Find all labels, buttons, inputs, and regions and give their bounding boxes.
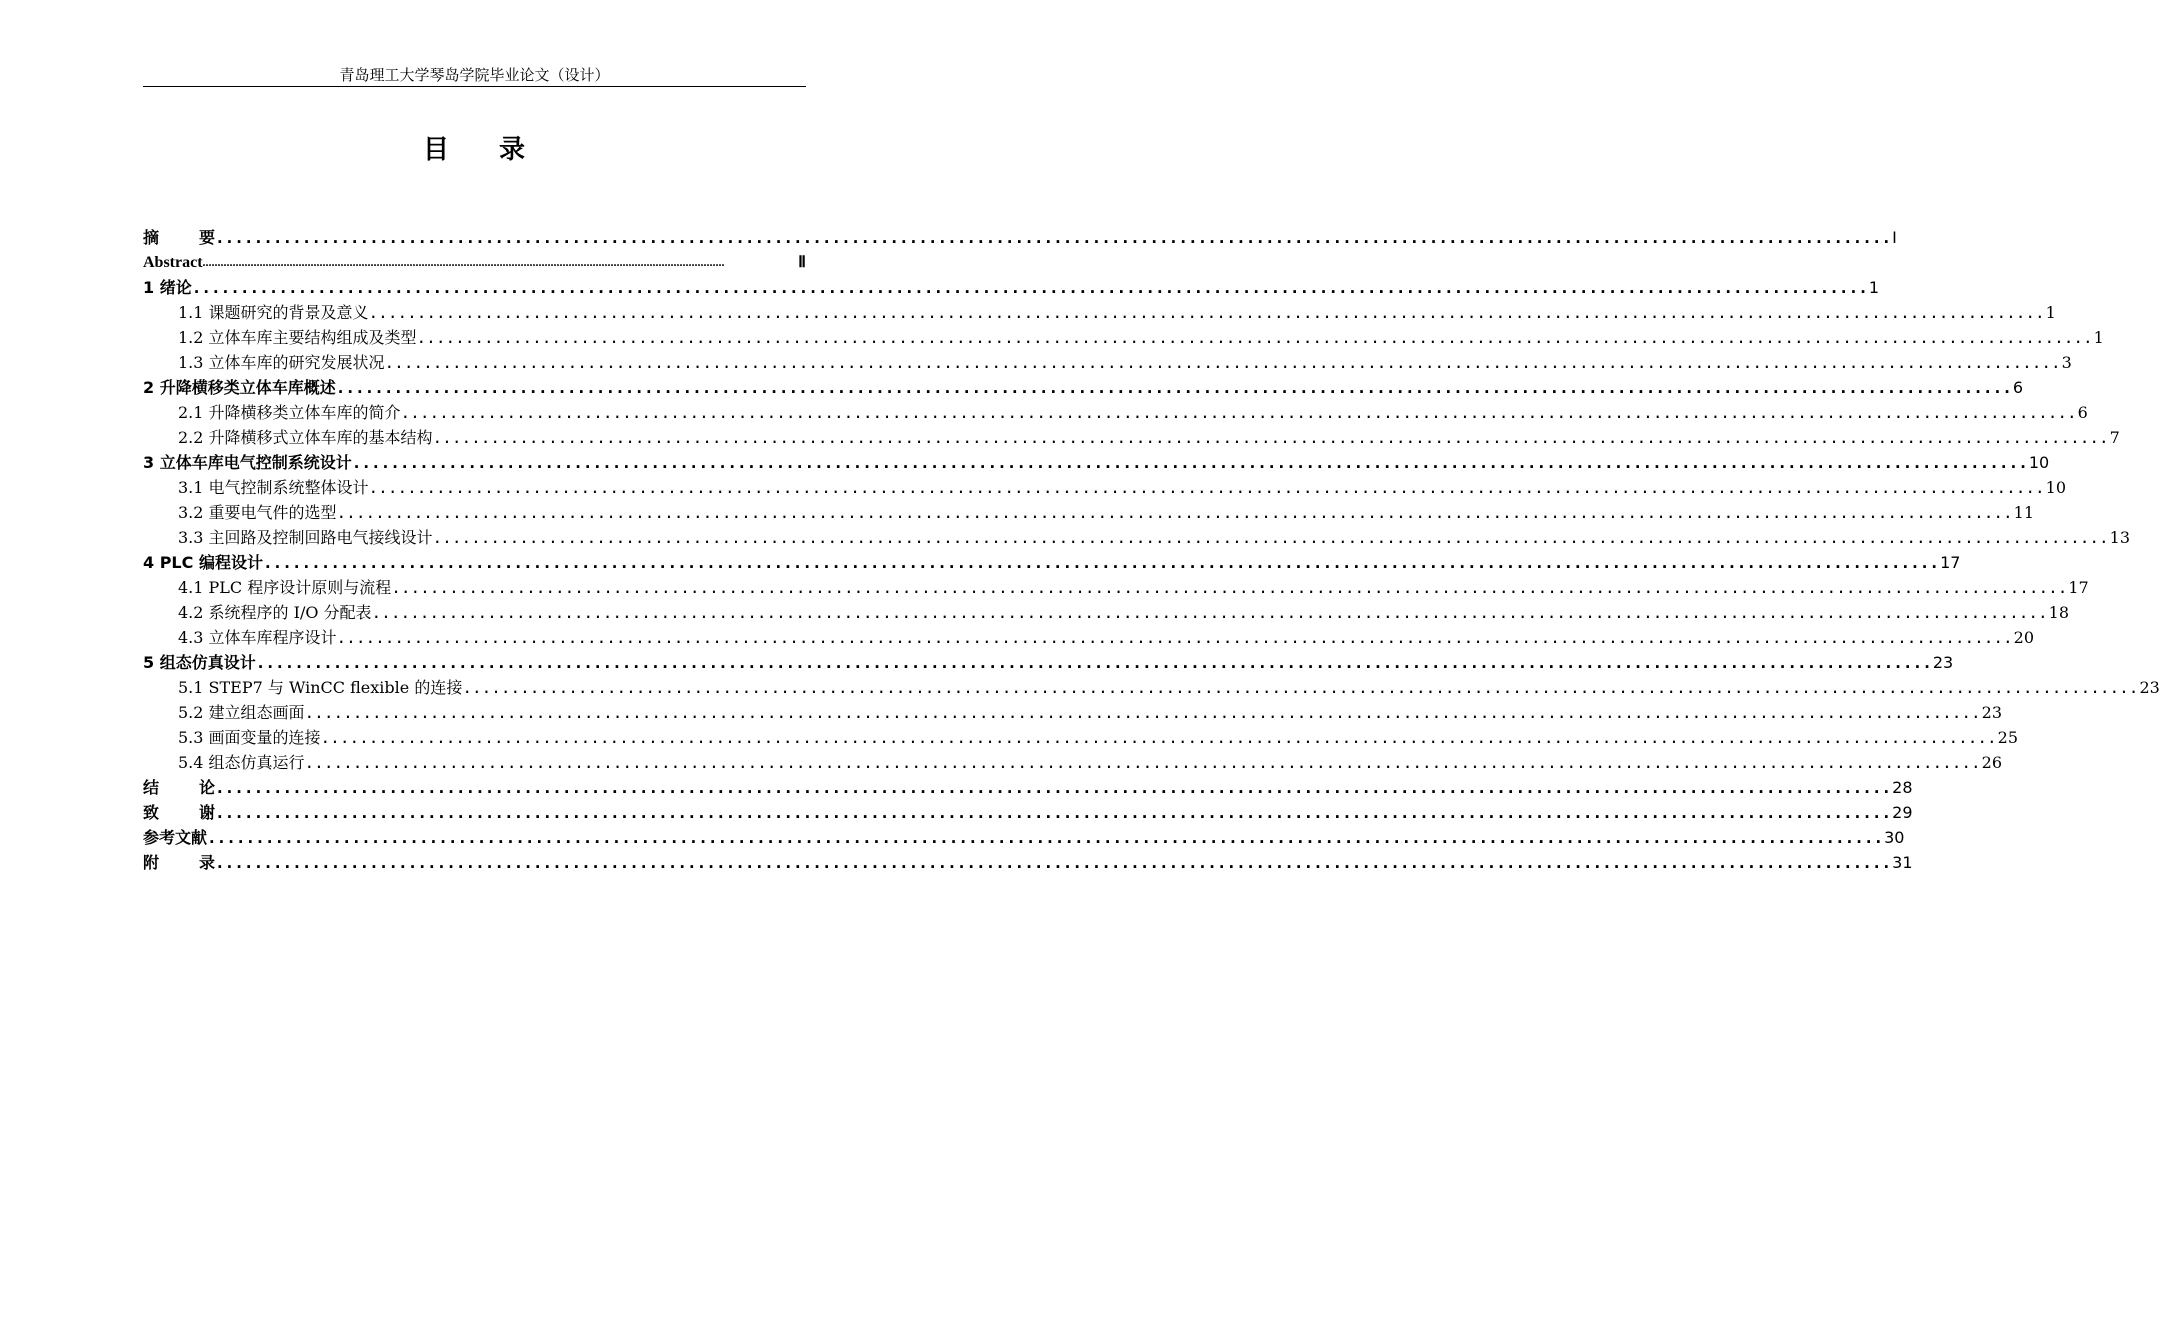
toc-entry-label: 3.2 重要电气件的选型 — [178, 503, 337, 522]
toc-entry[interactable] — [143, 225, 1897, 250]
toc-entry[interactable] — [143, 325, 2104, 350]
toc-entry-label: 1.3 立体车库的研究发展状况 — [178, 353, 385, 372]
toc-dot-leader: .............................................................................................................................................................................. — [262, 553, 1940, 572]
toc-dot-leader: .............................................................................................................................................................................. — [202, 255, 725, 269]
toc-entry[interactable] — [143, 850, 1913, 875]
toc-label-char: 致 — [143, 803, 160, 822]
toc-entry-label: 3.3 主回路及控制回路电气接线设计 — [178, 528, 433, 547]
toc-label-char: 录 — [199, 853, 216, 872]
toc-page-number: 18 — [2048, 603, 2070, 622]
toc-dot-leader: .............................................................................................................................................................................. — [191, 278, 1868, 297]
toc-entry[interactable] — [143, 750, 2003, 775]
toc-dot-leader: .............................................................................................................................................................................. — [351, 453, 2028, 472]
toc-page-number: 1 — [2045, 303, 2056, 322]
toc-dot-leader: .............................................................................................................................................................................. — [371, 603, 2048, 622]
toc-entry[interactable] — [143, 425, 2120, 450]
toc-page-number: 20 — [2013, 628, 2035, 647]
toc-label-char: 论 — [199, 778, 216, 797]
toc-page-number: 17 — [2068, 578, 2089, 597]
toc-page-number: 6 — [2012, 378, 2024, 397]
toc-entry-label: Abstract — [143, 254, 203, 271]
toc-page-number: 26 — [1981, 753, 2003, 772]
toc-label-char: 摘 — [143, 228, 160, 247]
toc-entry-label: 5.3 画面变量的连接 — [178, 728, 321, 747]
toc-page-number: 23 — [1932, 653, 1954, 672]
toc-dot-leader: .............................................................................................................................................................................. — [336, 628, 2013, 647]
toc-entry-label: 2.1 升降横移类立体车库的简介 — [178, 403, 401, 422]
toc-entry[interactable] — [143, 575, 2089, 600]
toc-dot-leader: .............................................................................................................................................................................. — [368, 478, 2045, 497]
toc-entry[interactable] — [143, 350, 2072, 375]
toc-entry[interactable] — [143, 300, 2056, 325]
toc-dot-leader: .............................................................................................................................................................................. — [255, 653, 1932, 672]
toc-dot-leader: .............................................................................................................................................................................. — [416, 328, 2093, 347]
toc-page-number: 10 — [2028, 453, 2050, 472]
toc-entry[interactable] — [143, 475, 2067, 500]
toc-dot-leader: .............................................................................................................................................................................. — [335, 378, 2012, 397]
toc-entry-label — [143, 800, 215, 825]
toc-page-number: 13 — [2109, 528, 2131, 547]
title-char-1: 目 — [422, 135, 451, 165]
toc-page-number: 3 — [2061, 353, 2072, 372]
toc-entry[interactable] — [143, 250, 806, 275]
toc-dot-leader: .............................................................................................................................................................................. — [215, 778, 1892, 797]
toc-entry-label: 参考文献 — [143, 828, 208, 847]
toc-page-number: Ⅱ — [798, 254, 806, 271]
toc-entry[interactable] — [143, 625, 2035, 650]
toc-dot-leader: .............................................................................................................................................................................. — [432, 528, 2109, 547]
toc-page-number: 1 — [2093, 328, 2104, 347]
toc-dot-leader: .............................................................................................................................................................................. — [400, 403, 2077, 422]
toc-dot-leader: .............................................................................................................................................................................. — [320, 728, 1997, 747]
toc-entry-label — [143, 225, 215, 250]
page-header: 青岛理工大学琴岛学院毕业论文（设计） — [339, 66, 610, 84]
toc-entry[interactable] — [143, 400, 2088, 425]
toc-dot-leader: .............................................................................................................................................................................. — [336, 503, 2013, 522]
toc-entry[interactable] — [143, 825, 1905, 850]
toc-page-number: 6 — [2077, 403, 2088, 422]
toc-page-number: 17 — [1940, 553, 1961, 572]
toc-dot-leader: .............................................................................................................................................................................. — [215, 228, 1892, 247]
toc-entry[interactable] — [143, 500, 2035, 525]
toc-entry[interactable] — [143, 275, 1880, 300]
toc-entry-label: 1.1 课题研究的背景及意义 — [178, 303, 369, 322]
toc-entry[interactable] — [143, 525, 2131, 550]
toc-dot-leader: .............................................................................................................................................................................. — [304, 753, 1981, 772]
toc-entry-label — [143, 850, 215, 875]
toc-page-number: 30 — [1884, 828, 1905, 847]
table-of-contents — [143, 225, 2160, 875]
toc-entry[interactable] — [143, 600, 2070, 625]
toc-entry[interactable] — [143, 700, 2003, 725]
toc-dot-leader: .............................................................................................................................................................................. — [432, 428, 2109, 447]
toc-label-char: 结 — [143, 778, 160, 797]
toc-entry-label: 4.2 系统程序的 I/O 分配表 — [178, 603, 372, 622]
toc-page-number: 1 — [1868, 278, 1880, 297]
toc-entry-label: 2.2 升降横移式立体车库的基本结构 — [178, 428, 433, 447]
toc-entry[interactable] — [143, 725, 2019, 750]
toc-entry[interactable] — [143, 775, 1913, 800]
toc-entry[interactable] — [143, 800, 1913, 825]
toc-dot-leader: .............................................................................................................................................................................. — [215, 853, 1892, 872]
toc-entry-label — [143, 775, 215, 800]
toc-dot-leader: .............................................................................................................................................................................. — [391, 578, 2068, 597]
toc-page-number: 31 — [1892, 853, 1913, 872]
header-rule — [143, 86, 806, 87]
toc-page-number: 25 — [1997, 728, 2019, 747]
page-title — [0, 133, 950, 167]
toc-entry[interactable] — [143, 650, 1954, 675]
toc-page-number: 11 — [2013, 503, 2035, 522]
toc-entry[interactable] — [143, 550, 1961, 575]
toc-page-number: 23 — [1981, 703, 2003, 722]
toc-label-char: 附 — [143, 853, 160, 872]
toc-dot-leader: .............................................................................................................................................................................. — [215, 803, 1892, 822]
toc-page-number: 28 — [1892, 778, 1913, 797]
toc-dot-leader: .............................................................................................................................................................................. — [368, 303, 2045, 322]
toc-dot-leader: .............................................................................................................................................................................. — [304, 703, 1981, 722]
toc-label-char: 谢 — [199, 803, 216, 822]
toc-page-number: 10 — [2045, 478, 2067, 497]
toc-entry-label: 4.3 立体车库程序设计 — [178, 628, 337, 647]
toc-entry-label: 3.1 电气控制系统整体设计 — [178, 478, 369, 497]
toc-entry[interactable] — [143, 675, 2160, 700]
toc-dot-leader: .............................................................................................................................................................................. — [384, 353, 2061, 372]
toc-page-number: 7 — [2109, 428, 2120, 447]
toc-entry[interactable] — [143, 450, 2050, 475]
toc-entry-label: 4.1 PLC 程序设计原则与流程 — [178, 578, 392, 597]
toc-dot-leader: .............................................................................................................................................................................. — [207, 828, 1884, 847]
toc-page-number: 23 — [2139, 678, 2160, 697]
toc-entry-label: 2 升降横移类立体车库概述 — [143, 378, 336, 397]
toc-entry-label: 5 组态仿真设计 — [143, 653, 256, 672]
toc-page-number: 29 — [1892, 803, 1913, 822]
toc-entry-label: 3 立体车库电气控制系统设计 — [143, 453, 352, 472]
toc-entry-label: 1 绪论 — [143, 278, 192, 297]
toc-entry[interactable] — [143, 375, 2024, 400]
toc-entry-label: 5.1 STEP7 与 WinCC flexible 的连接 — [178, 678, 463, 697]
toc-label-char: 要 — [199, 228, 216, 247]
toc-entry-label: 5.4 组态仿真运行 — [178, 753, 305, 772]
title-char-2: 录 — [499, 135, 528, 165]
toc-page-number: Ⅰ — [1892, 228, 1897, 247]
toc-dot-leader: .............................................................................................................................................................................. — [462, 678, 2139, 697]
toc-entry-label: 5.2 建立组态画面 — [178, 703, 305, 722]
toc-entry-label: 4 PLC 编程设计 — [143, 553, 263, 572]
toc-entry-label: 1.2 立体车库主要结构组成及类型 — [178, 328, 417, 347]
